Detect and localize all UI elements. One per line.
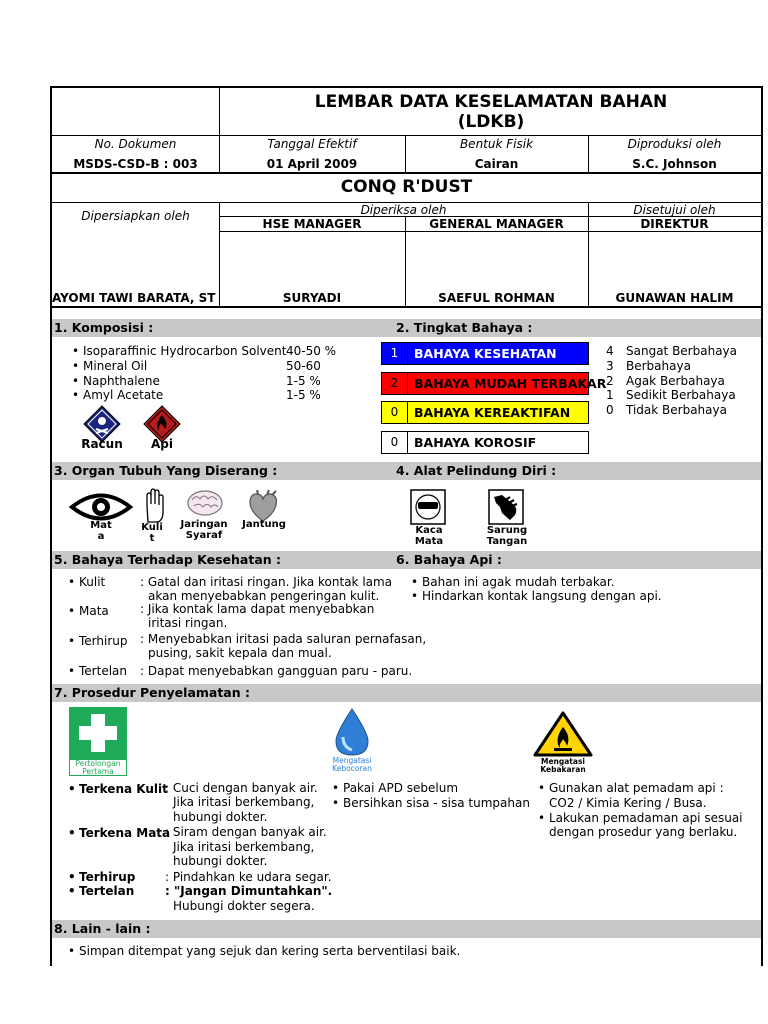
- scale-number: 3: [606, 359, 614, 373]
- section-2-title: 2. Tingkat Bahaya :: [396, 320, 533, 335]
- composition-item: • Naphthalene: [83, 374, 160, 388]
- hazard-level-label: BAHAYA KESEHATAN: [414, 346, 557, 361]
- hand-skin-icon: [143, 488, 165, 524]
- divider: [52, 172, 761, 174]
- hazard-level-label: BAHAYA KOROSIF: [414, 435, 537, 450]
- eye-icon: [70, 490, 132, 524]
- composition-pct: 1-5 %: [286, 374, 321, 388]
- divider: [219, 231, 761, 232]
- composition-item: • Amyl Acetate: [83, 388, 163, 402]
- rescue-label: • Terkena Mata: [79, 826, 170, 840]
- section-5-title: 5. Bahaya Terhadap Kesehatan :: [54, 552, 282, 567]
- hazard-level-number: 1: [382, 343, 408, 364]
- health-text: : Menyebabkan iritasi pada saluran pernafasan,: [140, 632, 427, 646]
- fire-item: • Hindarkan kontak langsung dengan api.: [422, 589, 662, 603]
- api-label: Api: [151, 437, 173, 451]
- scale-number: 4: [606, 344, 614, 358]
- fire-fight-item: • Gunakan alat pemadam api :: [549, 781, 724, 795]
- composition-item: • Mineral Oil: [83, 359, 147, 373]
- rescue-text: : Cuci dengan banyak air.: [165, 781, 318, 795]
- section-4-title: 4. Alat Pelindung Diri :: [396, 463, 557, 478]
- section-bar-8: [52, 920, 761, 938]
- scale-text: Sedikit Berbahaya: [626, 388, 736, 402]
- dir-title: DIREKTUR: [640, 217, 709, 231]
- checked-label: Diperiksa oleh: [360, 203, 447, 217]
- hse-name: SURYADI: [282, 291, 342, 305]
- rescue-text: : Siram dengan banyak air.: [165, 825, 327, 839]
- fire-fight-label: Mengatasi Kebakaran: [540, 757, 586, 774]
- hazard-level-row: [381, 342, 589, 365]
- section-bar-1-2: [52, 319, 761, 337]
- section-7-title: 7. Prosedur Penyelamatan :: [54, 685, 250, 700]
- composition-item: • Isoparaffinic Hydrocarbon Solvent: [83, 344, 286, 358]
- rescue-text: Jika iritasi berkembang,: [173, 840, 315, 854]
- health-label: • Tertelan: [79, 664, 127, 678]
- approved-label: Disetujui oleh: [633, 203, 716, 217]
- health-text: akan menyebabkan pengeringan kulit.: [148, 589, 380, 603]
- section-bar-3-4: [52, 462, 761, 480]
- racun-label: Racun: [81, 437, 123, 451]
- section-6-title: 6. Bahaya Api :: [396, 552, 502, 567]
- spill-item: • Bersihkan sisa - sisa tumpahan: [343, 796, 530, 810]
- effective-label: Tanggal Efektif: [267, 137, 357, 151]
- scale-number: 2: [606, 374, 614, 388]
- rescue-label: • Terhirup: [79, 870, 135, 884]
- spill-label: Mengatasi Kebocoran: [332, 756, 372, 773]
- hse-title: HSE MANAGER: [262, 217, 362, 231]
- section-1-title: 1. Komposisi :: [54, 320, 154, 335]
- divider: [52, 135, 761, 136]
- first-aid-cross-icon: [69, 707, 127, 759]
- scale-text: Tidak Berbahaya: [626, 403, 727, 417]
- produced-label: Diproduksi oleh: [627, 137, 722, 151]
- safety-glasses-icon: [410, 489, 446, 525]
- gm-name: SAEFUL ROHMAN: [438, 291, 555, 305]
- hazard-level-label: BAHAYA MUDAH TERBAKAR: [414, 376, 607, 391]
- fire-fight-item: • Lakukan pemadaman api sesuai: [549, 811, 743, 825]
- product-name: CONQ R'DUST: [340, 177, 473, 197]
- rescue-label: • Terkena Kulit: [79, 782, 168, 796]
- health-text: : Gatal dan iritasi ringan. Jika kontak lama: [140, 575, 393, 589]
- section-bar-5-6: [52, 551, 761, 569]
- gm-title: GENERAL MANAGER: [429, 217, 564, 231]
- effective-value: 01 April 2009: [266, 157, 358, 171]
- health-text: pusing, sakit kepala dan mual.: [148, 646, 332, 660]
- gloves-icon: [488, 489, 524, 525]
- fire-item: • Bahan ini agak mudah terbakar.: [422, 575, 615, 589]
- scale-text: Berbahaya: [626, 359, 691, 373]
- hazard-level-number: 0: [382, 432, 408, 453]
- fire-warning-icon: [533, 711, 593, 757]
- form-label: Bentuk Fisik: [459, 137, 534, 151]
- composition-pct: 1-5 %: [286, 388, 321, 402]
- health-text: : Dapat menyebabkan gangguan paru - paru.: [140, 664, 413, 678]
- form-value: Cairan: [474, 157, 519, 171]
- first-aid-label: Pertolongan Pertama: [75, 759, 121, 776]
- composition-pct: 40-50 %: [286, 344, 337, 358]
- section-3-title: 3. Organ Tubuh Yang Diserang :: [54, 463, 278, 478]
- doc-no-label: No. Dokumen: [94, 137, 177, 151]
- section-bar-7: [52, 684, 761, 702]
- composition-pct: 50-60: [286, 359, 321, 373]
- prepared-label: Dipersiapkan oleh: [81, 209, 190, 223]
- rescue-text: : Pindahkan ke udara segar.: [165, 870, 332, 884]
- doc-title: LEMBAR DATA KESELAMATAN BAHAN (LDKB): [314, 92, 668, 132]
- hazard-level-number: 0: [382, 402, 408, 423]
- section-8-title: 8. Lain - lain :: [54, 921, 151, 936]
- brain-icon: [186, 488, 224, 518]
- scale-number: 0: [606, 403, 614, 417]
- hazard-level-row: [381, 372, 607, 395]
- hazard-level-number: 2: [382, 373, 408, 394]
- heart-icon: [245, 489, 281, 523]
- ppe-label-gloves: Sarung Tangan: [486, 525, 528, 547]
- rescue-label: • Tertelan: [79, 884, 134, 898]
- health-label: • Kulit: [79, 575, 105, 589]
- fire-fight-text: dengan prosedur yang berlaku.: [549, 825, 738, 839]
- dir-name: GUNAWAN HALIM: [615, 291, 734, 305]
- health-label: • Terhirup: [79, 634, 128, 648]
- produced-value: S.C. Johnson: [632, 157, 717, 171]
- fire-fight-text: CO2 / Kimia Kering / Busa.: [549, 796, 707, 810]
- rescue-text: Jika iritasi berkembang,: [173, 795, 315, 809]
- organ-label-mata: Mat a: [90, 520, 112, 542]
- doc-no-value: MSDS-CSD-B : 003: [73, 157, 198, 171]
- other-item: • Simpan ditempat yang sejuk dan kering serta berventilasi baik.: [79, 944, 460, 958]
- divider: [52, 306, 761, 308]
- health-text: iritasi ringan.: [148, 616, 228, 630]
- organ-label-kulit: Kuli t: [141, 522, 163, 544]
- health-text: : Jika kontak lama dapat menyebabkan: [140, 602, 375, 616]
- hazard-level-row: [381, 401, 589, 424]
- spill-item: • Pakai APD sebelum: [343, 781, 458, 795]
- scale-number: 1: [606, 388, 614, 402]
- hazard-level-label: BAHAYA KEREAKTIFAN: [414, 405, 571, 420]
- hazard-level-row: [381, 431, 589, 454]
- organ-label-jantung: Jantung: [242, 519, 286, 530]
- rescue-text: Hubungi dokter segera.: [173, 899, 315, 913]
- water-drop-icon: [332, 707, 372, 757]
- health-label: • Mata: [79, 604, 109, 618]
- prepared-name: AYOMI TAWI BARATA, ST: [52, 291, 216, 305]
- ppe-label-glasses: Kaca Mata: [414, 525, 444, 547]
- rescue-text: hubungi dokter.: [173, 854, 268, 868]
- organ-label-saraf: Jaringan Syaraf: [180, 519, 228, 541]
- scale-text: Sangat Berbahaya: [626, 344, 737, 358]
- rescue-text: hubungi dokter.: [173, 810, 268, 824]
- scale-text: Agak Berbahaya: [626, 374, 725, 388]
- rescue-text: : "Jangan Dimuntahkan".: [165, 884, 333, 898]
